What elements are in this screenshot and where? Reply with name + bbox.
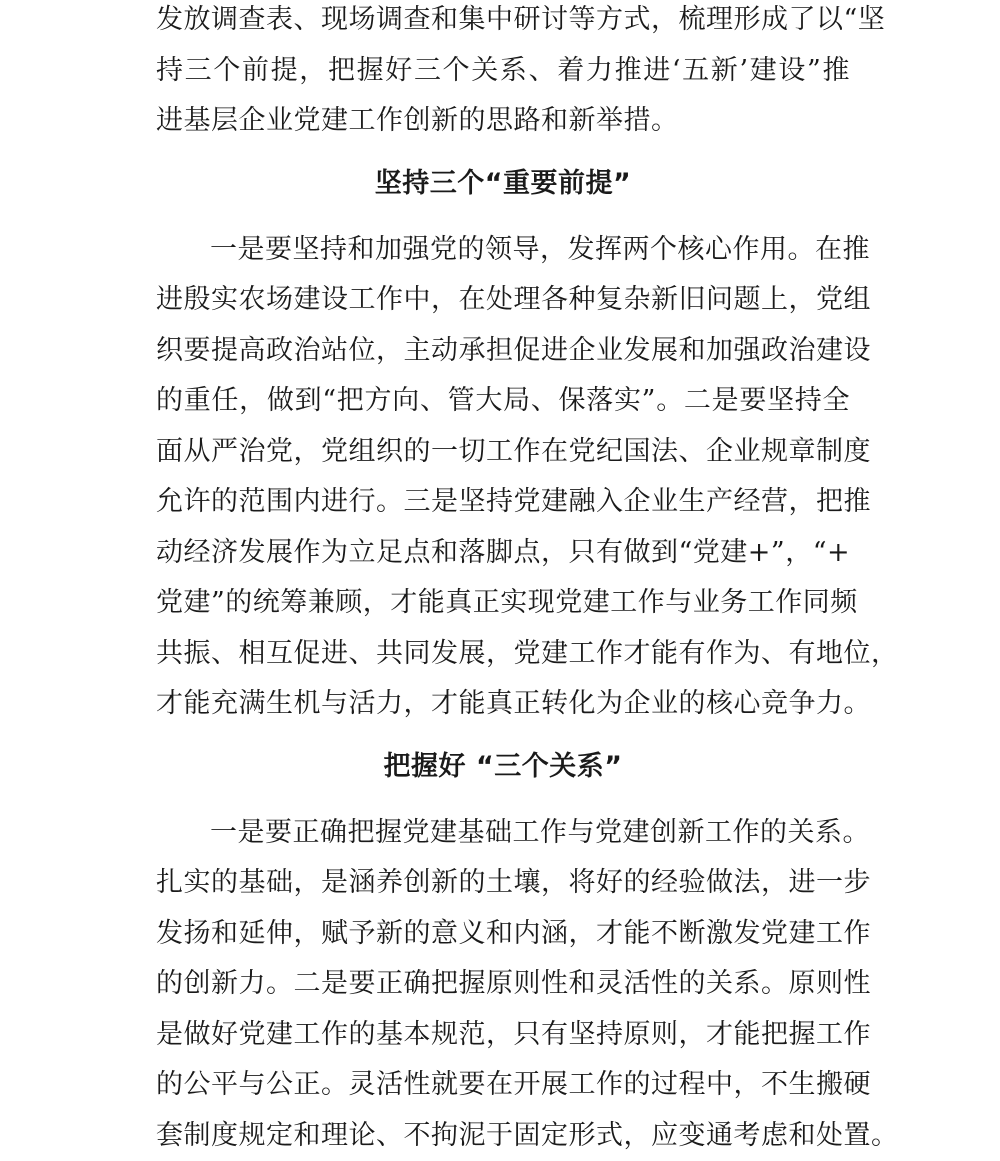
section2-line: 的公平与公正。灵活性就要在开展工作的过程中，不生搬硬 [156, 1060, 850, 1111]
section1-heading: 坚持三个“重要前提” [156, 159, 850, 219]
section1-paragraph [156, 225, 850, 730]
section2-line: 发扬和延伸，赋予新的意义和内涵，才能不断激发党建工作 [156, 909, 850, 960]
section1-line: 才能充满生机与活力，才能真正转化为企业的核心竞争力。 [156, 679, 850, 730]
section2-heading: 把握好 “三个关系” [156, 742, 850, 802]
section2-line: 的创新力。二是要正确把握原则性和灵活性的关系。原则性 [156, 959, 850, 1010]
section2-line: 一是要正确把握党建基础工作与党建创新工作的关系。 [156, 808, 850, 859]
section2-line: 扎实的基础，是涵养创新的土壤，将好的经验做法，进一步 [156, 858, 850, 909]
section1-line: 共振、相互促进、共同发展，党建工作才能有作为、有地位， [156, 629, 850, 680]
intro-line: 进基层企业党建工作创新的思路和新举措。 [156, 96, 850, 147]
intro-paragraph [156, 0, 850, 147]
intro-line: 发放调查表、现场调查和集中研讨等方式，梳理形成了以“坚 [156, 0, 850, 46]
document-page [156, 0, 850, 1118]
section1-line: 动经济发展作为立足点和落脚点，只有做到“党建+”，“+ [156, 528, 850, 579]
section1-line: 的重任，做到“把方向、管大局、保落实”。二是要坚持全 [156, 376, 850, 427]
section2-paragraph [156, 808, 850, 1161]
section1-line: 面从严治党，党组织的一切工作在党纪国法、企业规章制度 [156, 427, 850, 478]
section1-line: 织要提高政治站位，主动承担促进企业发展和加强政治建设 [156, 326, 850, 377]
section2-line: 是做好党建工作的基本规范，只有坚持原则，才能把握工作 [156, 1010, 850, 1061]
section1-line: 党建”的统筹兼顾，才能真正实现党建工作与业务工作同频 [156, 578, 850, 629]
section1-line: 允许的范围内进行。三是坚持党建融入企业生产经营，把推 [156, 477, 850, 528]
section1-line: 一是要坚持和加强党的领导，发挥两个核心作用。在推 [156, 225, 850, 276]
section2-line: 套制度规定和理论、不拘泥于固定形式，应变通考虑和处置。 [156, 1111, 850, 1161]
intro-line: 持三个前提，把握好三个关系、着力推进‘五新’建设”推 [156, 46, 850, 97]
section1-line: 进殷实农场建设工作中，在处理各种复杂新旧问题上，党组 [156, 275, 850, 326]
